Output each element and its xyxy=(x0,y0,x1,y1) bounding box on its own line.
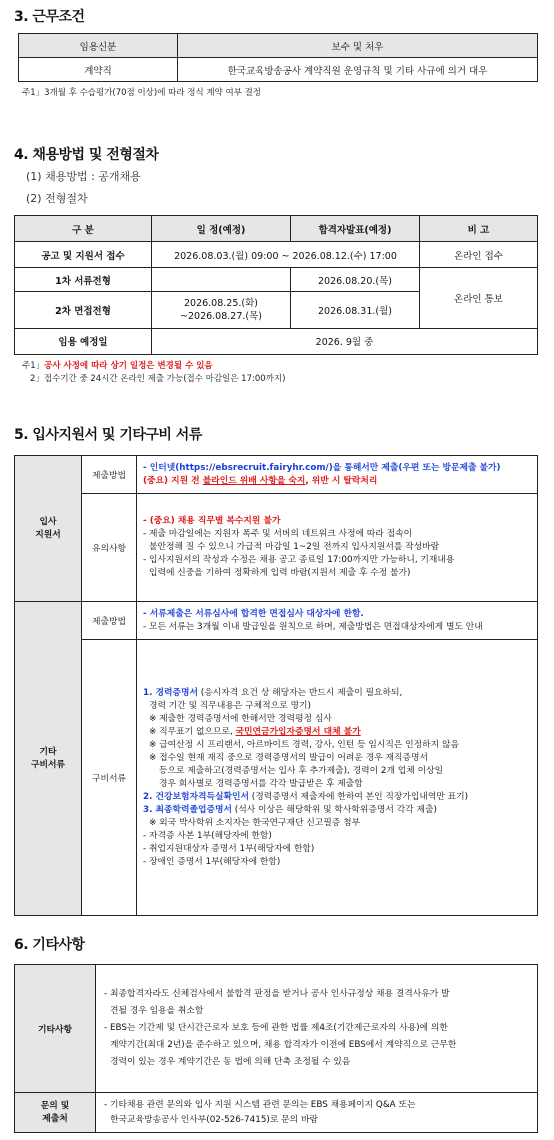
row-label-appointment: 임용 예정일 xyxy=(15,328,152,354)
etc-content: - 최종합격자라도 신체검사에서 불합격 판정을 받거나 공사 인사규정상 채용 결격사유가 발 견될 경우 임용을 취소함 - EBS는 기간제 및 단시간근로자 보호 등에 관한 법률 제4조(기간제근로자의 사용)에 의한 계약기간(최대 2년)을 준수하고 있으며, 채용 합격자가 이전에 EBS에서 계약직으로 근무한 경력이 있는 경우 계약기간은 동 법에 의해 단축 조정될 수 있음 xyxy=(96,965,538,1093)
g1-note-content: - (중요) 채용 직무별 복수지원 불가 - 제출 마감일에는 지원자 폭주 및 서버의 네트워크 사정에 따라 접속이 불안정해 질 수 있으니 가급적 마감일 1~2일 전까지 입사지원서를 작성바람 - 입사지원서의 작성과 수정은 채용 공고 종료일 17:00까지만 가능하니, 기재내용 입력에 신중을 기하여 정확하게 입력 바람(지원서 제출 후 수정 불가) xyxy=(137,494,538,602)
g1-note-label: 유의사항 xyxy=(82,494,137,602)
schedule-table xyxy=(14,215,538,355)
schedule-note-2: 2」접수기간 중 24시간 온라인 제출 가능(접수 마감일은 17:00까지) xyxy=(30,374,286,384)
document-schedule xyxy=(152,268,291,292)
document-announce: 2026.08.20.(목) xyxy=(291,268,420,292)
application-remark: 온라인 접수 xyxy=(420,242,538,268)
cell-status: 계약직 xyxy=(19,58,178,82)
section-5-title: 5. 입사지원서 및 기타구비 서류 xyxy=(14,427,202,443)
g1-method-red: (중요) 지원 전 블라인드 위배 사항을 숙지, 위반 시 탈락처리 xyxy=(143,475,378,486)
group-application: 입사 지원서 xyxy=(15,456,82,602)
section-6-title: 6. 기타사항 xyxy=(14,937,85,953)
interview-schedule-end: ~2026.08.27.(목) xyxy=(180,310,262,322)
interview-announce: 2026.08.31.(월) xyxy=(291,292,420,329)
group-other-docs: 기타 구비서류 xyxy=(15,602,82,916)
application-schedule: 2026.08.03.(월) 09:00 ~ 2026.08.12.(수) 17:00 xyxy=(152,242,420,268)
interview-schedule-start: 2026.08.25.(화) xyxy=(183,297,258,309)
header-pay: 보수 및 처우 xyxy=(178,34,538,58)
section-3-title: 3. 근무조건 xyxy=(14,9,85,25)
note-red: 공사 사정에 따라 상기 일정은 변경될 수 있음 xyxy=(44,361,213,371)
section-4-title: 4. 채용방법 및 전형절차 xyxy=(14,147,159,163)
header-announce: 합격자발표(예정) xyxy=(291,216,420,242)
header-category: 구 분 xyxy=(15,216,152,242)
contact-content: - 기타채용 관련 문의와 입사 지원 시스템 관련 문의는 EBS 채용페이지 Q&A 또는 한국교육방송공사 인사부(02-526-7415)로 문의 바람 xyxy=(96,1093,538,1133)
interview-schedule xyxy=(152,292,291,329)
row-label-interview: 2차 면접전형 xyxy=(15,292,152,329)
g2-method-content: - 서류제출은 서류심사에 합격한 면접심사 대상자에 한함. - 모든 서류는 3개월 이내 발급일을 원칙으로 하며, 제출방법은 면접대상자에게 별도 안내 xyxy=(137,602,538,640)
g1-method-blue: - 인터넷(https://ebsrecruit.fairyhr.com/)을 통해서만 제출(우편 또는 방문제출 불가) xyxy=(143,462,501,473)
hiring-method: (1) 채용방법 : 공개채용 xyxy=(26,170,141,183)
section-3-note: 주1」3개월 후 수습평가(70점 이상)에 따라 정식 계약 여부 결정 xyxy=(22,88,262,98)
row-label-application: 공고 및 지원서 접수 xyxy=(15,242,152,268)
documents-table xyxy=(14,455,538,916)
g2-method-label: 제출방법 xyxy=(82,602,137,640)
schedule-note-1 xyxy=(22,359,213,371)
appointment-schedule: 2026. 9월 중 xyxy=(152,328,538,354)
etc-label: 기타사항 xyxy=(15,965,96,1093)
contact-label: 문의 및 제출처 xyxy=(15,1093,96,1133)
header-remark: 비 고 xyxy=(420,216,538,242)
row-label-document: 1차 서류전형 xyxy=(15,268,152,292)
note-prefix: 주1」 xyxy=(22,361,45,371)
etc-table xyxy=(14,964,538,1133)
header-schedule: 일 정(예정) xyxy=(152,216,291,242)
work-conditions-table xyxy=(18,33,538,82)
online-notice-remark: 온라인 통보 xyxy=(420,268,538,329)
cell-pay: 한국교육방송공사 계약직원 운영규칙 및 기타 사규에 의거 대우 xyxy=(178,58,538,82)
selection-process: (2) 전형절차 xyxy=(26,192,88,205)
g2-docs-label: 구비서류 xyxy=(82,640,137,916)
g2-docs-content: 1. 경력증명서 (응시자격 요건 상 해당자는 반드시 제출이 필요하되, 경력 기간 및 직무내용은 구체적으로 명기) ※ 제출한 경력증명서에 한해서만 경력평정 심사 ※ 직무표기 없으므로, 국민연금가입자증명서 대체 불가 ※ 급여산정 시 프리랜서, 아르바이트 경력, 강사, 인턴 등 임시직은 인정하지 않음 ※ 접수일 현재 재직 중으로 경력증명서의 발급이 어려운 경우 재직증명서 등으로 제출하고(경력증명서는 입사 후 추가제출), 경력이 2개 업체 이상일 경우 회사별로 경력증명서를 각각 발급받은 후 제출함 2. 건강보험자격득실확인서 (경력증명서 제출자에 한하여 본인 직장가입내역만 표기) 3. 최종학력졸업증명서 (석사 이상은 해당학위 및 학사학위증명서 각각 제출) ※ 외국 박사학위 소지자는 한국연구재단 신고필증 첨부 - 자격증 사본 1부(해당자에 한함) - 취업지원대상자 증명서 1부(해당자에 한함) - 장애인 증명서 1부(해당자에 한함) xyxy=(137,640,538,916)
g1-method-content xyxy=(137,456,538,494)
g1-method-label: 제출방법 xyxy=(82,456,137,494)
header-status: 임용신분 xyxy=(19,34,178,58)
